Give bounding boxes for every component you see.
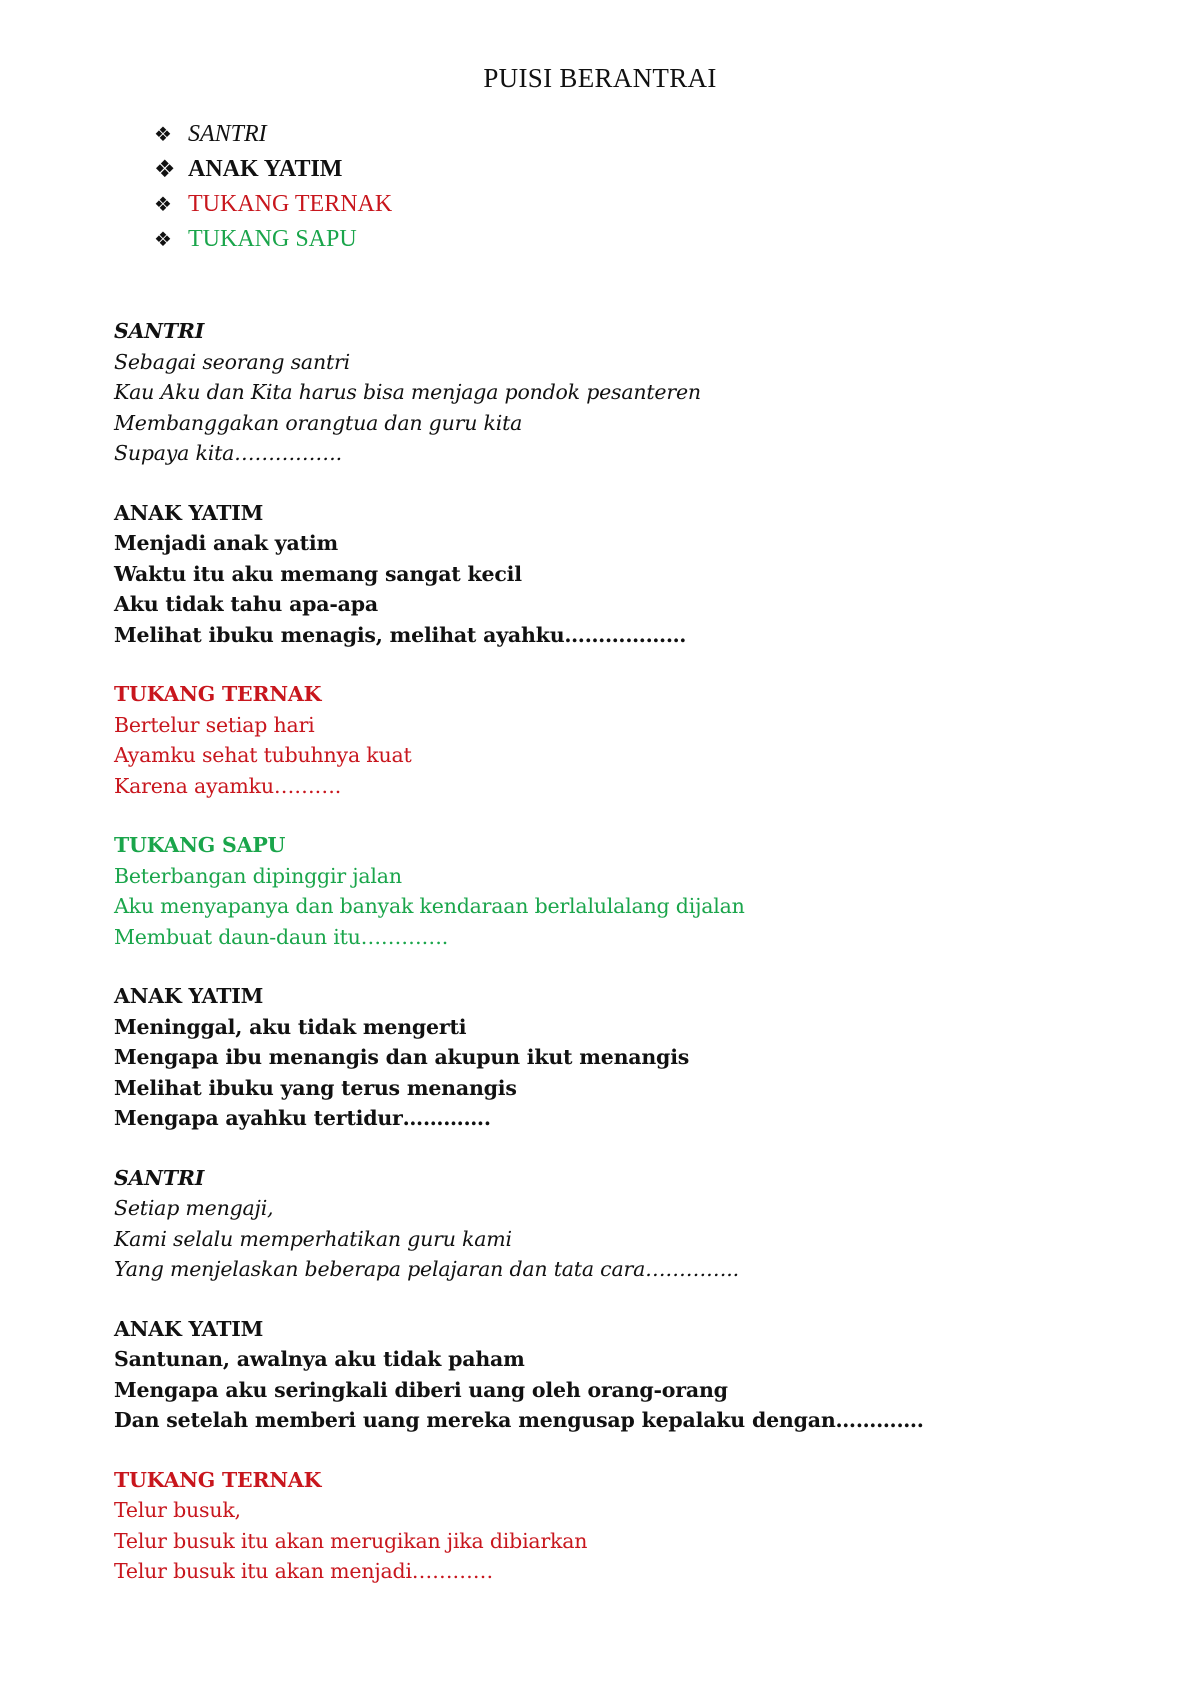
toc-item-label: SANTRI: [188, 121, 267, 147]
poem-line: Kami selalu memperhatikan guru kami: [114, 1226, 512, 1251]
diamond-bullet-icon: ❖: [154, 227, 172, 251]
poem-line: Mengapa ayahku tertidur………….: [114, 1106, 491, 1130]
poem-line: Yang menjelaskan beberapa pelajaran dan tata cara…………..: [114, 1257, 739, 1281]
poem-line: Beterbangan dipinggir jalan: [114, 863, 402, 888]
poem-line: Meninggal, aku tidak mengerti: [114, 1014, 467, 1039]
poem-line: Mengapa ibu menangis dan akupun ikut menangis: [114, 1045, 690, 1069]
stanza-anak-yatim: [114, 1314, 1114, 1436]
toc-item-label: ANAK YATIM: [188, 156, 343, 182]
poem-line: Supaya kita…………….: [114, 441, 342, 465]
poem-body: [114, 316, 1114, 1616]
stanza-anak-yatim: [114, 498, 1114, 651]
stanza-anak-yatim: [114, 981, 1114, 1134]
page-title: PUISI BERANTRAI: [483, 63, 717, 93]
stanza-heading: SANTRI: [114, 319, 205, 343]
poem-line: Aku tidak tahu apa-apa: [114, 592, 378, 616]
toc-item-tukang-sapu: [154, 222, 392, 257]
poem-line: Mengapa aku seringkali diberi uang oleh orang-orang: [114, 1377, 728, 1402]
stanza-heading: TUKANG TERNAK: [114, 1467, 322, 1492]
poem-line: Melihat ibuku yang terus menangis: [114, 1075, 517, 1100]
stanza-tukang-ternak: [114, 1465, 1114, 1587]
poem-line: Karena ayamku……….: [114, 773, 342, 798]
poem-line: Menjadi anak yatim: [114, 531, 338, 555]
stanza-heading: ANAK YATIM: [114, 984, 264, 1008]
stanza-santri: [114, 316, 1114, 469]
poem-line: Sebagai seorang santri: [114, 349, 350, 374]
poem-line: Ayamku sehat tubuhnya kuat: [114, 743, 412, 767]
diamond-bullet-icon: ❖: [154, 155, 176, 183]
stanza-heading: SANTRI: [114, 1165, 205, 1190]
toc-item-label: TUKANG TERNAK: [188, 191, 393, 217]
poem-line: Santunan, awalnya aku tidak paham: [114, 1347, 525, 1371]
stanza-heading: ANAK YATIM: [114, 1316, 264, 1341]
stanza-tukang-ternak: [114, 679, 1114, 801]
toc-item-label: TUKANG SAPU: [188, 226, 357, 252]
poem-line: Aku menyapanya dan banyak kendaraan berlalulalang dijalan: [114, 894, 745, 918]
poem-line: Waktu itu aku memang sangat kecil: [114, 561, 522, 586]
diamond-bullet-icon: ❖: [154, 192, 172, 216]
diamond-bullet-icon: ❖: [154, 122, 172, 146]
stanza-santri: [114, 1163, 1114, 1285]
toc-item-tukang-ternak: [154, 187, 392, 222]
toc-item-anak-yatim: [154, 152, 392, 187]
stanza-heading: TUKANG SAPU: [114, 833, 286, 857]
poem-line: Setiap mengaji,: [114, 1196, 274, 1220]
poem-line: Kau Aku dan Kita harus bisa menjaga pondok pesanteren: [114, 380, 701, 404]
poem-line: Telur busuk,: [114, 1498, 241, 1522]
poem-line: Melihat ibuku menagis, melihat ayahku………………: [114, 622, 687, 647]
table-of-contents: [154, 117, 392, 257]
poem-line: Membuat daun-daun itu………….: [114, 924, 449, 949]
poem-line: Bertelur setiap hari: [114, 712, 315, 737]
stanza-heading: TUKANG TERNAK: [114, 682, 322, 706]
stanza-heading: ANAK YATIM: [114, 500, 264, 525]
toc-item-santri: [154, 117, 392, 152]
poem-line: Dan setelah memberi uang mereka mengusap kepalaku dengan………….: [114, 1408, 924, 1432]
poem-line: Membanggakan orangtua dan guru kita: [114, 410, 523, 435]
stanza-tukang-sapu: [114, 830, 1114, 952]
poem-line: Telur busuk itu akan menjadi…………: [114, 1559, 494, 1583]
poem-line: Telur busuk itu akan merugikan jika dibiarkan: [114, 1528, 588, 1553]
